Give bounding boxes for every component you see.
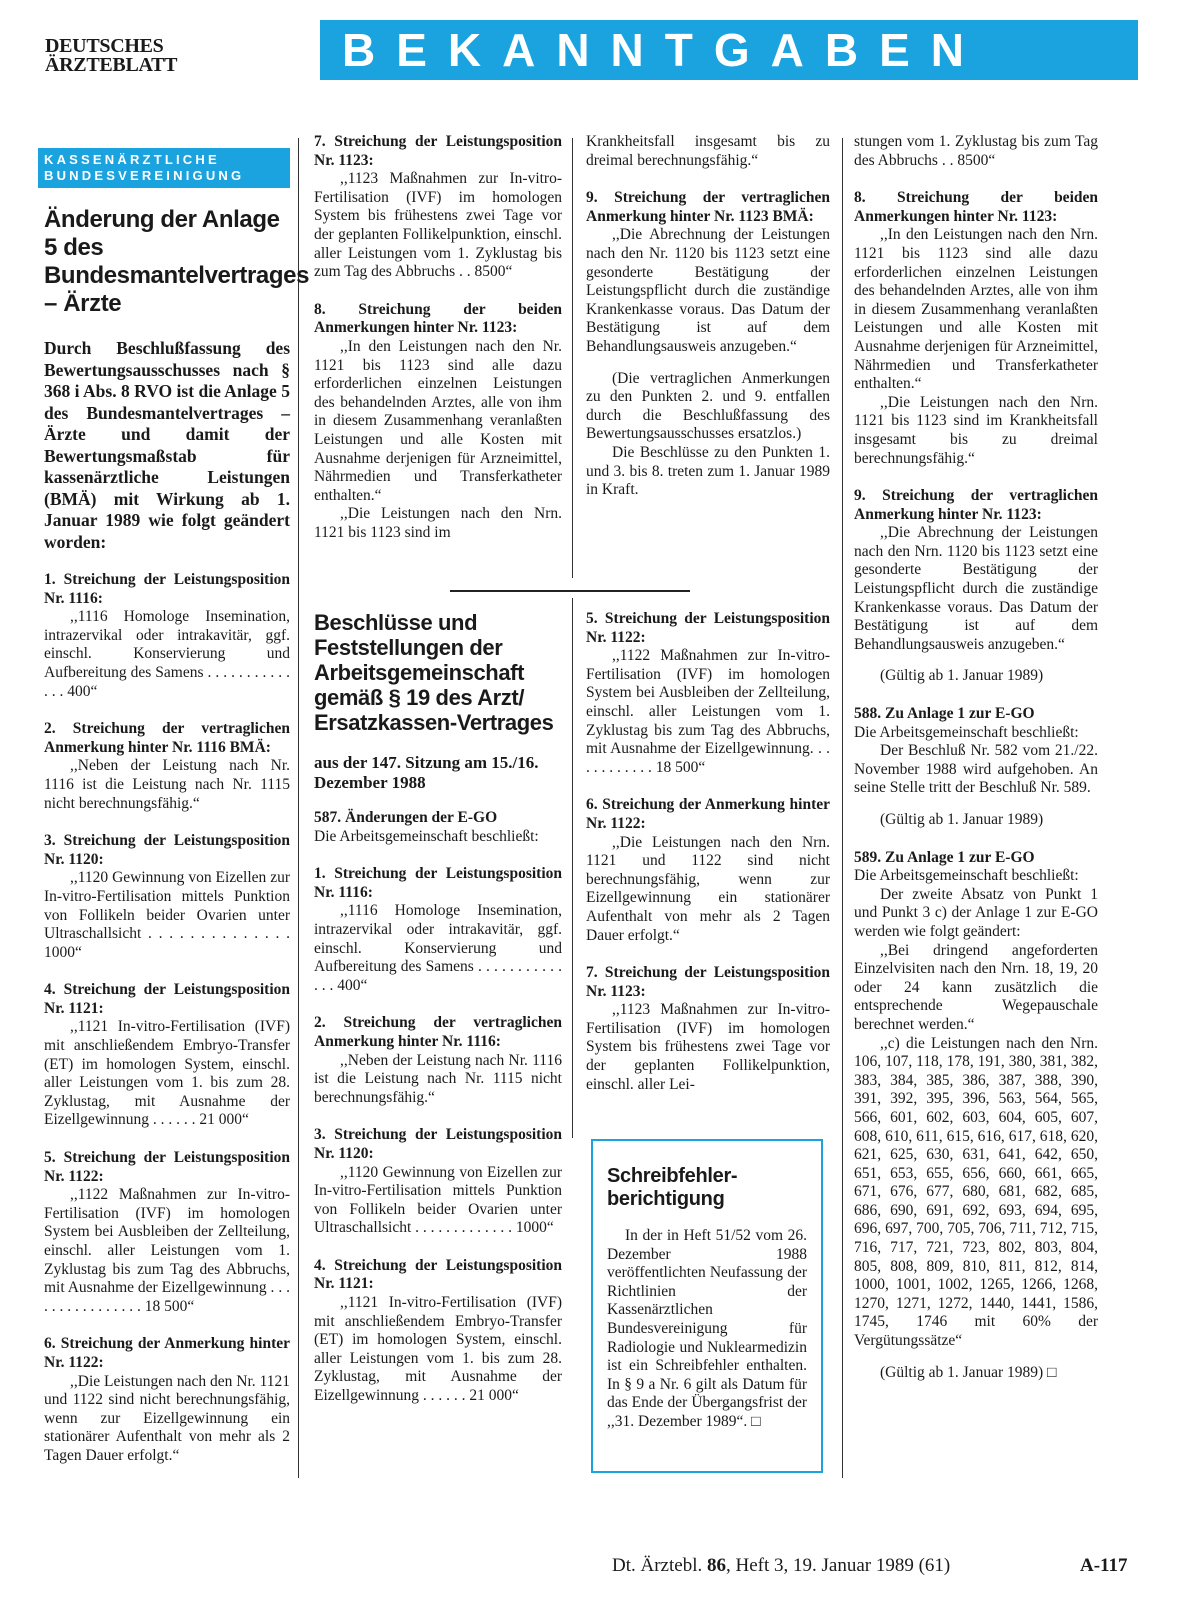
paragraph: Der zweite Absatz von Punkt 1 und Punkt 3 c) der Anlage 1 zur E-GO werden wie folgt geändert:	[854, 885, 1098, 940]
paragraph: ,,Die Leistungen nach den Nr. 1121 und 1122 sind nicht berechnungsfähig, wenn zur Eizellgewinnung ein stationärer Aufenthalt von mehr als 2 Tagen Dauer erfolgt.“	[44, 1372, 290, 1464]
paragraph: ,,In den Leistungen nach den Nr. 1121 bis 1123 sind alle dazu erforderlichen einzelnen Leistungen des behandelnden Arztes, alle von ihm in diesem Zusammenhang veranlaßten Leistungen und alle Kosten mit Ausnahme derjenigen für Arzneimittel, Nährmedien und Transferkatheter enthalten.“	[314, 337, 562, 504]
kbv-line2: BUNDESVEREINIGUNG	[44, 168, 245, 183]
article1-col1-body	[44, 571, 290, 1466]
section-heading: 8. Streichung der beiden Anmerkungen hinter Nr. 1123:	[314, 300, 562, 337]
paragraph: ,,Die Abrechnung der Leistungen nach den Nrn. 1120 bis 1123 setzt eine gesonderte Bestätigung der Leistungspflicht durch die zuständige Krankenkasse voraus. Das Datum der Bestätigung ist auf dem Behandlungsausweis anzugeben.“	[854, 524, 1098, 653]
footer-citation	[612, 1555, 950, 1577]
paragraph: Der Beschluß Nr. 582 vom 21./22. November 1988 wird aufgehoben. An seine Stelle tritt der Beschluß Nr. 589.	[854, 742, 1098, 797]
section-heading: 588. Zu Anlage 1 zur E-GO	[854, 705, 1035, 723]
paragraph: ,,1120 Gewinnung von Eizellen zur In-vitro-Fertilisation mittels Punktion von Follikeln beider Ovarien unter Ultraschallsicht . . . . . . . . . . . . . 1000“	[314, 1163, 562, 1237]
section-heading: 587. Änderungen der E-GO	[314, 809, 498, 826]
masthead-logo	[45, 37, 177, 75]
paragraph: ,,1123 Maßnahmen zur In-vitro-Fertilisation (IVF) im homologen System bis frühestens zwei Tage vor der geplanten Follikelpunktion, einschl. aller Lei-	[586, 1001, 830, 1093]
kbv-line1: KASSENÄRZTLICHE	[44, 152, 220, 167]
paragraph: ,,Die Abrechnung der Leistungen nach den Nr. 1120 bis 1123 setzt eine gesonderte Bestätigung der Leistungspflicht durch die zuständige Krankenkasse voraus. Das Datum der Bestätigung ist auf dem Behandlungsausweis anzugeben.“	[586, 226, 830, 355]
paragraph: ,,1116 Homologe Insemination, intrazervikal oder intrakavitär, ggf. einschl. Konservierung und Aufbereitung des Samens . . . . . . . . . . . . . . 400“	[44, 608, 290, 700]
article1-col2-body	[314, 133, 562, 542]
article1-title: Änderung der Anlage 5 des Bundesmantelvertrages – Ärzte	[44, 206, 310, 317]
paragraph: ,,1122 Maßnahmen zur In-vitro-Fertilisation (IVF) im homologen System bei Ausbleiben der Zellteilung, einschl. aller Leistungen vom 1. Zyklustag bis zum Tag des Abbruchs, mit Ausnahme der Eizellgewinnung . . . . . . . . . . . . . . . . 18 500“	[44, 1186, 290, 1315]
column-divider	[572, 598, 573, 1138]
section-heading: 5. Streichung der Leistungsposition Nr. 1122:	[44, 1149, 290, 1185]
section-heading: 9. Streichung der vertraglichen Anmerkung hinter Nr. 1123:	[854, 487, 1098, 523]
paragraph: ,,Neben der Leistung nach Nr. 1116 ist die Leistung nach Nr. 1115 nicht berechnungsfähig.“	[314, 1051, 562, 1106]
article2-col2-body	[314, 809, 562, 1406]
section-heading: 9. Streichung der vertraglichen Anmerkung hinter Nr. 1123 BMÄ:	[586, 189, 830, 225]
column-3	[586, 133, 830, 500]
paragraph: (Die vertraglichen Anmerkungen zu den Punkten 2. und 9. entfallen durch die Beschlußfassung des Bewertungsausschusses ersatzlos.)	[586, 369, 830, 443]
column-2	[314, 133, 562, 542]
column-divider	[572, 138, 573, 578]
paragraph: ,,Die Leistungen nach den Nrn. 1121 bis 1123 sind im Krankheitsfall insgesamt bis zu dreimal berechnungsfähig.“	[854, 393, 1098, 467]
paragraph: Krankheitsfall insgesamt bis zu dreimal berechnungsfähig.“	[586, 133, 830, 169]
section-heading: 8. Streichung der beiden Anmerkungen hinter Nr. 1123:	[854, 189, 1098, 225]
section-heading: 6. Streichung der Anmerkung hinter Nr. 1122:	[44, 1335, 290, 1371]
article2-title: Beschlüsse und Feststellungen der Arbeitsgemeinschaft gemäß § 19 des Arzt/ Ersatzkassen-Vertrages	[314, 610, 554, 735]
paragraph: (Gültig ab 1. Januar 1989)	[880, 811, 1044, 828]
masthead-line2: ÄRZTEBLATT	[45, 54, 178, 76]
section-divider	[450, 590, 690, 592]
section-heading: 1. Streichung der Leistungsposition Nr. 1116:	[44, 571, 290, 607]
paragraph: ,,1123 Maßnahmen zur In-vitro-Fertilisation (IVF) im homologen System bis frühestens zwei Tage vor der geplanten Follikelpunktion, einschl. aller Leistungen vom 1. Zyklustag bis zum Tag des Abbruchs . . 8500“	[314, 170, 562, 281]
article1-col3-body	[586, 133, 830, 500]
footer-volume: 86	[706, 1555, 726, 1576]
section-banner: BEKANNTGABEN	[320, 20, 1138, 80]
section-heading: 2. Streichung der vertraglichen Anmerkung hinter Nr. 1116:	[314, 1014, 562, 1050]
section-heading: 3. Streichung der Leistungsposition Nr. 1120:	[44, 832, 290, 868]
column-divider	[298, 138, 299, 1478]
section-heading: 2. Streichung der vertraglichen Anmerkung hinter Nr. 1116 BMÄ:	[44, 720, 290, 756]
correction-body: In der in Heft 51/52 vom 26. Dezember 1988 veröffentlichten Neufassung der Richtlinien der Kassenärztlichen Bundesvereinigung für Radiologie und Nuklearmedizin ist ein Schreibfehler enthalten. In § 9 a Nr. 6 gilt als Datum für das Ende der Übergangsfrist der ,,31. Dezember 1989“. □	[607, 1227, 807, 1430]
page-number: A-117	[1080, 1555, 1128, 1576]
article2-subtitle: aus der 147. Sitzung am 15./16. Dezember 1988	[314, 753, 539, 792]
paragraph: ,,In den Leistungen nach den Nrn. 1121 bis 1123 sind alle dazu erforderlichen einzelnen Leistungen des behandelnden Arztes, alle von ihm in diesem Zusammenhang veranlaßten Leistungen und alle Kosten mit Ausnahme derjenigen für Arzneimittel, Nährmedien und Transferkatheter enthalten.“	[854, 226, 1098, 393]
correction-box	[591, 1139, 823, 1473]
paragraph: ,,Neben der Leistung nach Nr. 1116 ist die Leistung nach Nr. 1115 nicht berechnungsfähig.“	[44, 757, 290, 812]
section-heading: 1. Streichung der Leistungsposition Nr. 1116:	[314, 865, 562, 901]
article2-col4-body	[854, 133, 1098, 1382]
paragraph: ,,Bei dringend angeforderten Einzelvisiten nach den Nrn. 18, 19, 20 oder 24 kann zusätzlich die entsprechende Wegepauschale berechnet werden.“	[854, 941, 1098, 1033]
section-heading: 5. Streichung der Leistungsposition Nr. 1122:	[586, 610, 830, 646]
column-2-lower	[314, 610, 562, 1406]
paragraph: Die Arbeitsgemeinschaft beschließt:	[314, 827, 539, 845]
column-4	[854, 133, 1098, 1382]
paragraph: ,,1122 Maßnahmen zur In-vitro-Fertilisation (IVF) im homologen System bei Ausbleiben der Zellteilung, einschl. aller Leistungen vom 1. Zyklustag bis zum Tag des Abbruchs, mit Ausnahme der Eizellgewinnung. . . . . . . . . . . . 18 500“	[586, 647, 830, 776]
column-3-lower	[586, 610, 830, 1094]
section-heading: 4. Streichung der Leistungsposition Nr. 1121:	[314, 1256, 562, 1293]
footer-pre: Dt. Ärztebl.	[612, 1555, 707, 1576]
paragraph: ,,1121 In-vitro-Fertilisation (IVF) mit anschließendem Embryo-Transfer (ET) im homologen System, einschl. aller Leistungen vom 1. bis zum 28. Zyklustag, mit Ausnahme der Eizellgewinnung . . . . . . 21 000“	[44, 1018, 290, 1129]
paragraph: ,,1116 Homologe Insemination, intrazervikal oder intrakavitär, ggf. einschl. Konservierung und Aufbereitung des Samens . . . . . . . . . . . . . . 400“	[314, 902, 562, 994]
section-heading: 6. Streichung der Anmerkung hinter Nr. 1122:	[586, 796, 830, 832]
section-heading: 3. Streichung der Leistungsposition Nr. 1120:	[314, 1126, 562, 1162]
section-heading: 589. Zu Anlage 1 zur E-GO	[854, 848, 1035, 866]
paragraph: (Gültig ab 1. Januar 1989) □	[880, 1363, 1057, 1381]
section-heading: 7. Streichung der Leistungsposition Nr. 1123:	[586, 964, 830, 1000]
column-1	[44, 206, 310, 1466]
paragraph: ,,Die Leistungen nach den Nrn. 1121 und 1122 sind nicht berechnungsfähig, wenn zur Eizellgewinnung ein stationärer Aufenthalt von mehr als 2 Tagen Dauer erfolgt.“	[586, 833, 830, 944]
article2-col3-body	[586, 610, 830, 1094]
kbv-badge	[38, 148, 290, 188]
section-heading: 7. Streichung der Leistungsposition Nr. 1123:	[314, 133, 562, 169]
paragraph: (Gültig ab 1. Januar 1989)	[880, 667, 1044, 685]
section-heading: 4. Streichung der Leistungsposition Nr. 1121:	[44, 981, 290, 1017]
paragraph: ,,1121 In-vitro-Fertilisation (IVF) mit anschließendem Embryo-Transfer (ET) im homologen System, einschl. aller Leistungen vom 1. bis zum 28. Zyklustag, mit Ausnahme der Eizellgewinnung . . . . . . 21 000“	[314, 1294, 562, 1405]
masthead-line1: DEUTSCHES	[45, 35, 164, 57]
column-divider	[842, 138, 843, 1478]
footer-post: , Heft 3, 19. Januar 1989 (61)	[725, 1555, 951, 1576]
paragraph: ,,Die Leistungen nach den Nrn. 1121 bis 1123 sind im	[314, 505, 562, 541]
correction-title: Schreibfehler-berichtigung	[607, 1165, 738, 1210]
paragraph: ,,1120 Gewinnung von Eizellen zur In-vitro-Fertilisation mittels Punktion von Follikeln beider Ovarien unter Ultraschallsicht . . . . . . . . . . . . . . 1000“	[44, 869, 290, 961]
paragraph: Die Beschlüsse zu den Punkten 1. und 3. bis 8. treten zum 1. Januar 1989 in Kraft.	[586, 443, 830, 499]
article1-lead: Durch Beschlußfassung des Bewertungsausschusses nach § 368 i Abs. 8 RVO ist die Anlage 5 des Bundesmantelvertrages – Ärzte und damit der Bewertungsmaßstab für kassenärztliche Leistungen (BMÄ) mit Wirkung ab 1. Januar 1989 wie folgt geändert worden:	[44, 338, 290, 552]
paragraph: Die Arbeitsgemeinschaft beschließt:	[854, 867, 1079, 885]
paragraph: Die Arbeitsgemeinschaft beschließt:	[854, 723, 1079, 741]
paragraph: ,,c) die Leistungen nach den Nrn. 106, 107, 118, 178, 191, 380, 381, 382, 383, 384, 385, 386, 387, 388, 390, 391, 392, 395, 396, 563, 564, 565, 566, 601, 602, 603, 604, 605, 607, 608, 610, 611, 615, 616, 617, 618, 620, 621, 625, 630, 631, 641, 642, 650, 651, 653, 655, 656, 660, 661, 665, 671, 676, 677, 680, 681, 682, 685, 686, 690, 691, 692, 693, 694, 695, 696, 697, 700, 705, 706, 711, 712, 715, 716, 717, 721, 723, 802, 803, 804, 805, 808, 809, 810, 811, 812, 814, 1000, 1001, 1002, 1265, 1266, 1268, 1270, 1271, 1272, 1440, 1441, 1586, 1745, 1746 mit 60% der Vergütungssätze“	[854, 1034, 1098, 1350]
paragraph: stungen vom 1. Zyklustag bis zum Tag des Abbruchs . . 8500“	[854, 133, 1098, 169]
